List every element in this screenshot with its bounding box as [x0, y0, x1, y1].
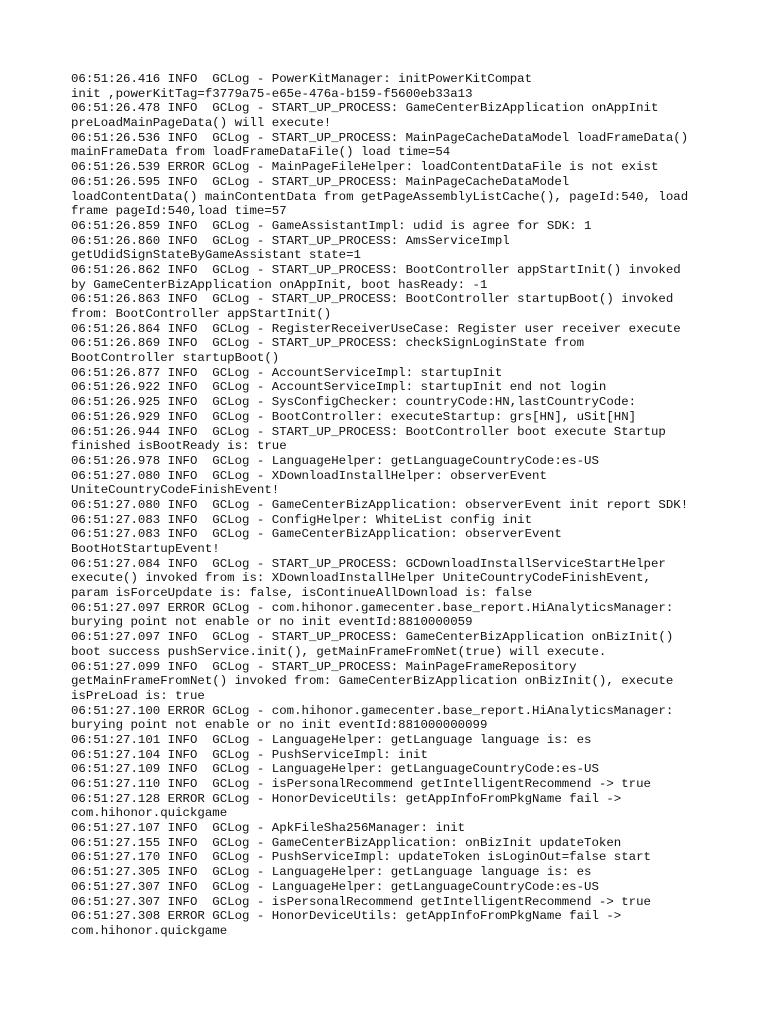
log-line: from: BootController appStartInit()	[71, 307, 332, 321]
log-line: 06:51:26.863 INFO GCLog - START_UP_PROCESS: BootController startupBoot() invoked	[71, 292, 674, 307]
log-line: 06:51:27.307 INFO GCLog - LanguageHelper: getLanguageCountryCode:es-US	[71, 879, 599, 894]
log-line: 06:51:26.925 INFO GCLog - SysConfigChecker: countryCode:HN,lastCountryCode:	[71, 395, 637, 410]
log-line: 06:51:27.101 INFO GCLog - LanguageHelper: getLanguage language is: es	[71, 732, 592, 747]
log-line: 06:51:27.084 INFO GCLog - START_UP_PROCESS: GCDownloadInstallServiceStartHelper	[71, 556, 666, 571]
log-line: 06:51:27.097 ERROR GCLog - com.hihonor.gamecenter.base_report.HiAnalyticsManager:	[71, 600, 674, 615]
log-line: 06:51:27.107 INFO GCLog - ApkFileSha256Manager: init	[71, 821, 466, 836]
log-line: 06:51:27.155 INFO GCLog - GameCenterBizApplication: onBizInit updateToken	[71, 835, 622, 850]
log-line: 06:51:27.307 INFO GCLog - isPersonalRecommend getIntelligentRecommend -> true	[71, 894, 651, 909]
log-line: 06:51:26.869 INFO GCLog - START_UP_PROCESS: checkSignLoginState from	[71, 336, 585, 351]
log-line: 06:51:26.864 INFO GCLog - RegisterReceiverUseCase: Register user receiver execute	[71, 321, 681, 336]
log-line: 06:51:26.944 INFO GCLog - START_UP_PROCESS: BootController boot execute Startup	[71, 424, 666, 439]
log-line: 06:51:26.595 INFO GCLog - START_UP_PROCESS: MainPageCacheDataModel	[71, 174, 570, 189]
log-line: 06:51:27.083 INFO GCLog - ConfigHelper: WhiteList config init	[71, 512, 533, 527]
log-line: 06:51:27.097 INFO GCLog - START_UP_PROCESS: GameCenterBizApplication onBizInit()	[71, 630, 674, 645]
log-line: burying point not enable or no init eventId:8810000059	[71, 615, 473, 630]
log-line: 06:51:27.109 INFO GCLog - LanguageHelper: getLanguageCountryCode:es-US	[71, 762, 599, 777]
log-line: UniteCountryCodeFinishEvent!	[71, 483, 280, 498]
log-line: mainFrameData from loadFrameDataFile() load time=54	[71, 145, 451, 160]
log-line: 06:51:26.860 INFO GCLog - START_UP_PROCESS: AmsServiceImpl	[71, 233, 510, 248]
log-line: BootController startupBoot()	[71, 351, 280, 366]
log-line: 06:51:26.922 INFO GCLog - AccountServiceImpl: startupInit end not login	[71, 380, 607, 395]
log-line: 06:51:26.539 ERROR GCLog - MainPageFileHelper: loadContentDataFile is not exist	[71, 160, 659, 175]
log-line: 06:51:26.978 INFO GCLog - LanguageHelper: getLanguageCountryCode:es-US	[71, 453, 599, 468]
log-line: 06:51:27.305 INFO GCLog - LanguageHelper: getLanguage language is: es	[71, 865, 592, 880]
log-line: getMainFrameFromNet() invoked from: GameCenterBizApplication onBizInit(), execute	[71, 674, 674, 689]
log-line: 06:51:26.416 INFO GCLog - PowerKitManager: initPowerKitCompat	[71, 72, 533, 86]
log-line: init ,powerKitTag=f3779a75-e65e-476a-b159-f5600eb33a13	[71, 86, 473, 101]
log-line: 06:51:26.929 INFO GCLog - BootController: executeStartup: grs[HN], uSit[HN]	[71, 409, 637, 424]
log-line: 06:51:26.862 INFO GCLog - START_UP_PROCESS: BootController appStartInit() invoked	[71, 262, 681, 277]
log-line: preLoadMainPageData() will execute!	[71, 116, 332, 131]
log-line: getUdidSignStateByGameAssistant state=1	[71, 248, 361, 263]
log-line: 06:51:27.104 INFO GCLog - PushServiceImpl: init	[71, 747, 428, 762]
log-line: 06:51:27.128 ERROR GCLog - HonorDeviceUtils: getAppInfoFromPkgName fail ->	[71, 791, 622, 806]
log-line: BootHotStartupEvent!	[71, 542, 220, 556]
log-line: loadContentData() mainContentData from getPageAssemblyListCache(), pageId:540, load	[71, 189, 689, 204]
log-line: 06:51:27.170 INFO GCLog - PushServiceImpl: updateToken isLoginOut=false start	[71, 850, 651, 865]
log-line: com.hihonor.quickgame	[71, 806, 228, 821]
log-line: 06:51:27.308 ERROR GCLog - HonorDeviceUtils: getAppInfoFromPkgName fail ->	[71, 909, 622, 924]
log-line: frame pageId:540,load time=57	[71, 204, 287, 219]
log-line: execute() invoked from is: XDownloadInstallHelper UniteCountryCodeFinishEvent,	[71, 571, 651, 586]
log-line: burying point not enable or no init eventId:881000000099	[71, 718, 488, 733]
log-line: boot success pushService.init(), getMainFrameFromNet(true) will execute.	[71, 644, 607, 659]
log-line: finished isBootReady is: true	[71, 439, 287, 454]
log-line: isPreLoad is: true	[71, 688, 205, 703]
log-line: 06:51:26.877 INFO GCLog - AccountServiceImpl: startupInit	[71, 365, 503, 380]
log-line: 06:51:27.080 INFO GCLog - GameCenterBizApplication: observerEvent init report SDK!	[71, 497, 689, 512]
log-line: 06:51:26.478 INFO GCLog - START_UP_PROCESS: GameCenterBizApplication onAppInit	[71, 101, 659, 116]
log-text-block	[71, 72, 711, 939]
log-line: 06:51:27.080 INFO GCLog - XDownloadInstallHelper: observerEvent	[71, 468, 547, 483]
log-line: com.hihonor.quickgame	[71, 923, 228, 938]
log-line: 06:51:27.100 ERROR GCLog - com.hihonor.gamecenter.base_report.HiAnalyticsManager:	[71, 703, 674, 718]
log-line: by GameCenterBizApplication onAppInit, boot hasReady: -1	[71, 277, 488, 292]
log-line: 06:51:27.083 INFO GCLog - GameCenterBizApplication: observerEvent	[71, 527, 562, 542]
log-line: 06:51:26.859 INFO GCLog - GameAssistantImpl: udid is agree for SDK: 1	[71, 218, 592, 233]
log-line: param isForceUpdate is: false, isContinueAllDownload is: false	[71, 586, 533, 601]
log-line: 06:51:26.536 INFO GCLog - START_UP_PROCESS: MainPageCacheDataModel loadFrameData()	[71, 130, 689, 145]
log-line: 06:51:27.110 INFO GCLog - isPersonalRecommend getIntelligentRecommend -> true	[71, 777, 651, 791]
log-line: 06:51:27.099 INFO GCLog - START_UP_PROCESS: MainPageFrameRepository	[71, 659, 577, 674]
